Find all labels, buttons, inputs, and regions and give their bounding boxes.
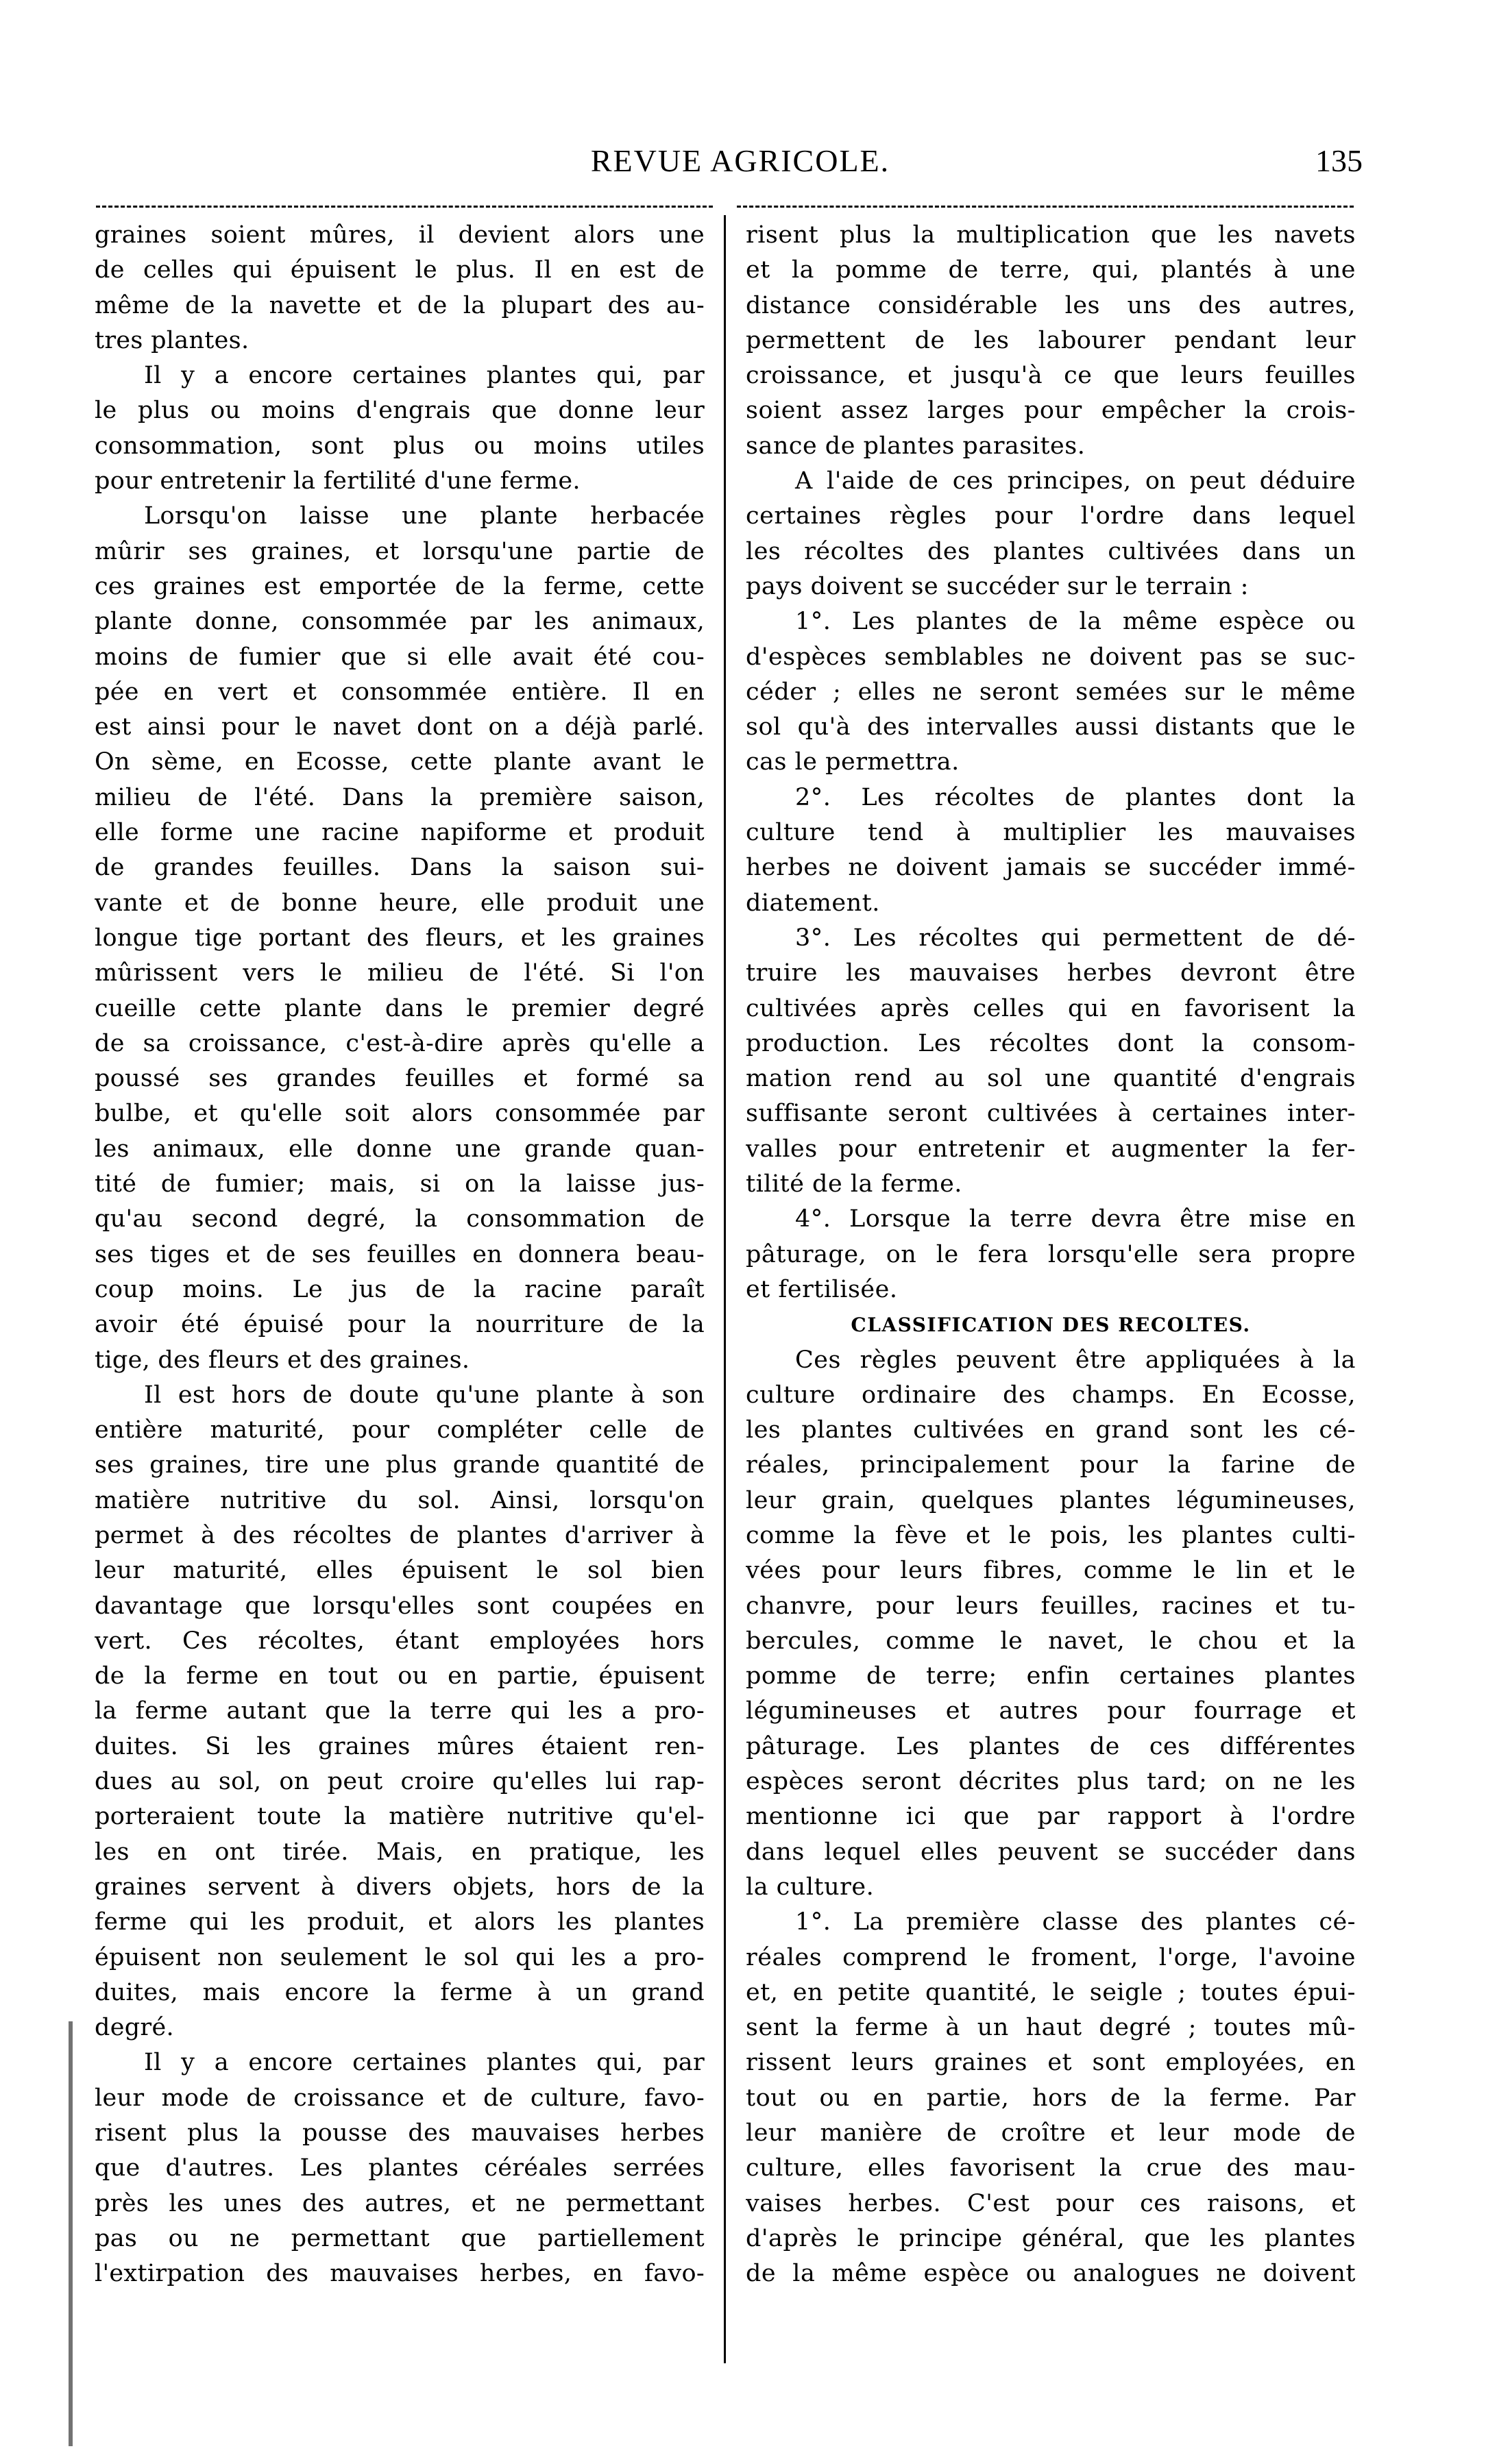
text-line: 2°. Les récoltes de plantes dont la [795,783,1356,811]
text-line: croissance, et jusqu'à ce que leurs feuilles [746,362,1356,390]
text-line: comme la fève et le pois, les plantes culti- [746,1521,1356,1549]
text-line: porteraient toute la matière nutritive qu'el- [95,1803,705,1831]
text-line: le plus ou moins d'engrais que donne leur [95,397,705,425]
text-line: plante donne, consommée par les animaux, [95,608,705,636]
text-line: est ainsi pour le navet dont on a déjà parlé. [95,713,705,741]
text-line: elle forme une racine napiforme et produit [95,819,705,847]
text-line: degré. [95,2014,174,2042]
text-line: et fertilisée. [746,1275,898,1303]
text-line: consommation, sont plus ou moins utiles [95,432,705,460]
header-rule-right [737,206,1354,208]
text-line: sol qu'à des intervalles aussi distants que le [746,713,1356,741]
text-line: culture, elles favorisent la crue des mau- [746,2154,1356,2182]
text-line: tité de fumier; mais, si on la laisse jus- [95,1170,705,1198]
text-line: 4°. Lorsque la terre devra être mise en [795,1205,1356,1233]
section-heading: CLASSIFICATION DES RECOLTES. [851,1314,1251,1337]
text-line: les plantes cultivées en grand sont les cé- [746,1416,1356,1444]
text-line: de la ferme en tout ou en partie, épuisent [95,1662,705,1690]
text-line: Lorsqu'on laisse une plante herbacée [144,502,705,530]
text-line: tout ou en partie, hors de la ferme. Par [746,2084,1356,2112]
text-line: dans lequel elles peuvent se succéder dans [746,1838,1356,1866]
text-line: Il y a encore certaines plantes qui, par [144,2049,705,2077]
text-line: vert. Ces récoltes, étant employées hors [95,1627,705,1655]
text-line: pée en vert et consommée entière. Il en [95,678,705,706]
text-line: mûrissent vers le milieu de l'été. Si l'on [95,959,705,987]
text-line: ces graines est emportée de la ferme, cette [95,572,705,600]
text-line: coup moins. Le jus de la racine paraît [95,1275,705,1303]
text-line: leur mode de croissance et de culture, favo- [95,2084,705,2112]
text-line: de celles qui épuisent le plus. Il en est de [95,256,705,284]
text-line: tilité de la ferme. [746,1170,962,1198]
text-line: les en ont tirée. Mais, en pratique, les [95,1838,705,1866]
text-line: pour entretenir la fertilité d'une ferme. [95,467,581,495]
text-line: sance de plantes parasites. [746,432,1086,460]
text-line: moins de fumier que si elle avait été cou- [95,643,705,671]
text-line: rissent leurs graines et sont employées, en [746,2049,1356,2077]
text-line: cultivées après celles qui en favorisent la [746,994,1356,1022]
text-line: vées pour leurs fibres, comme le lin et le [746,1557,1356,1585]
text-line: de sa croissance, c'est-à-dire après qu'elle a [95,1029,705,1057]
right-text-column [746,218,1356,2369]
text-line: valles pour entretenir et augmenter la fer- [746,1135,1356,1163]
text-line: davantage que lorsqu'elles sont coupées en [95,1592,705,1620]
text-line: Il est hors de doute qu'une plante à son [144,1381,705,1409]
text-line: et, en petite quantité, le seigle ; toutes épui- [746,1978,1356,2006]
text-line: mentionne ici que par rapport à l'ordre [746,1803,1356,1831]
text-line: longue tige portant des fleurs, et les graines [95,924,705,952]
running-title: REVUE AGRICOLE. [590,143,890,178]
text-line: graines soient mûres, il devient alors une [95,221,705,249]
text-line: soient assez larges pour empêcher la crois- [746,397,1356,425]
text-line: qu'au second degré, la consommation de [95,1205,705,1233]
text-line: cas le permettra. [746,748,960,776]
text-line: 3°. Les récoltes qui permettent de dé- [795,924,1356,952]
page-number: 135 [1315,143,1363,178]
text-line: les récoltes des plantes cultivées dans un [746,537,1356,565]
text-line: vante et de bonne heure, elle produit une [95,889,705,917]
text-line: risent plus la multiplication que les navets [746,221,1356,249]
text-line: culture ordinaire des champs. En Ecosse, [746,1381,1356,1409]
text-line: ferme qui les produit, et alors les plantes [95,1908,705,1936]
text-line: bulbe, et qu'elle soit alors consommée par [95,1100,705,1128]
left-text-column [95,218,705,2369]
text-line: cueille cette plante dans le premier degré [95,994,705,1022]
text-line: suffisante seront cultivées à certaines inter- [746,1100,1356,1128]
text-line: mûrir ses graines, et lorsqu'une partie de [95,537,705,565]
text-line: tige, des fleurs et des graines. [95,1346,470,1374]
text-line: sent la ferme à un haut degré ; toutes mû- [746,2014,1356,2042]
text-line: l'extirpation des mauvaises herbes, en favo- [95,2260,705,2288]
text-line: céder ; elles ne seront semées sur le même [746,678,1356,706]
text-line: vaises herbes. C'est pour ces raisons, et [746,2189,1356,2217]
text-line: de grandes feuilles. Dans la saison sui- [95,854,705,882]
text-line: certaines règles pour l'ordre dans lequel [746,502,1356,530]
text-line: production. Les récoltes dont la consom- [746,1029,1356,1057]
header-rule-left [96,206,713,208]
text-line: permettent de les labourer pendant leur [746,326,1356,354]
text-line: avoir été épuisé pour la nourriture de la [95,1311,705,1339]
text-line: Il y a encore certaines plantes qui, par [144,362,705,390]
text-line: pas ou ne permettant que partiellement [95,2224,705,2252]
text-line: leur grain, quelques plantes légumineuses, [746,1486,1356,1514]
text-line: de la même espèce ou analogues ne doivent [746,2260,1356,2288]
text-line: pâturage, on le fera lorsqu'elle sera propre [746,1240,1356,1268]
text-line: mation rend au sol une quantité d'engrais [746,1065,1356,1093]
text-line: entière maturité, pour compléter celle de [95,1416,705,1444]
text-line: pâturage. Les plantes de ces différentes [746,1732,1356,1760]
text-line: truire les mauvaises herbes devront être [746,959,1356,987]
text-line: matière nutritive du sol. Ainsi, lorsqu'on [95,1486,705,1514]
text-line: leur maturité, elles épuisent le sol bien [95,1557,705,1585]
text-line: graines servent à divers objets, hors de la [95,1873,705,1901]
text-line: poussé ses grandes feuilles et formé sa [95,1065,705,1093]
text-line: que d'autres. Les plantes céréales serrées [95,2154,705,2182]
text-line: et la pomme de terre, qui, plantés à une [746,256,1356,284]
text-line: On sème, en Ecosse, cette plante avant le [95,748,705,776]
text-line: espèces seront décrites plus tard; on ne les [746,1768,1356,1796]
text-line: d'après le principe général, que les plantes [746,2224,1356,2252]
text-line: risent plus la pousse des mauvaises herbes [95,2119,705,2147]
text-line: d'espèces semblables ne doivent pas se suc- [746,643,1356,671]
text-line: ses graines, tire une plus grande quantité de [95,1451,705,1479]
text-line: duites, mais encore la ferme à un grand [95,1978,705,2006]
text-line: même de la navette et de la plupart des au- [95,291,705,319]
text-line: ses tiges et de ses feuilles en donnera beau- [95,1240,705,1268]
text-line: près les unes des autres, et ne permettant [95,2189,705,2217]
text-line: permet à des récoltes de plantes d'arriver à [95,1521,705,1549]
text-line: culture tend à multiplier les mauvaises [746,819,1356,847]
text-line: dues au sol, on peut croire qu'elles lui rap- [95,1768,705,1796]
text-line: bercules, comme le navet, le chou et la [746,1627,1356,1655]
text-line: légumineuses et autres pour fourrage et [746,1697,1356,1725]
text-line: diatement. [746,889,880,917]
text-line: la ferme autant que la terre qui les a pro- [95,1697,705,1725]
text-line: tres plantes. [95,326,249,354]
text-line: pomme de terre; enfin certaines plantes [746,1662,1356,1690]
text-line: pays doivent se succéder sur le terrain : [746,572,1249,600]
text-line: herbes ne doivent jamais se succéder immé- [746,854,1356,882]
text-line: A l'aide de ces principes, on peut déduire [795,467,1356,495]
text-line: 1°. La première classe des plantes cé- [795,1908,1356,1936]
text-line: chanvre, pour leurs feuilles, racines et tu- [746,1592,1356,1620]
text-line: Ces règles peuvent être appliquées à la [795,1346,1356,1374]
text-line: épuisent non seulement le sol qui les a pro- [95,1943,705,1971]
text-line: réales, principalement pour la farine de [746,1451,1356,1479]
text-line: milieu de l'été. Dans la première saison, [95,783,705,811]
text-line: les animaux, elle donne une grande quan- [95,1135,705,1163]
text-line: 1°. Les plantes de la même espèce ou [795,608,1356,636]
text-line: réales comprend le froment, l'orge, l'avoine [746,1943,1356,1971]
text-line: leur manière de croître et leur mode de [746,2119,1356,2147]
text-line: la culture. [746,1873,875,1901]
text-line: duites. Si les graines mûres étaient ren- [95,1732,705,1760]
text-line: distance considérable les uns des autres, [746,291,1356,319]
binding-edge-mark [69,2021,73,2446]
column-divider [724,215,726,2363]
